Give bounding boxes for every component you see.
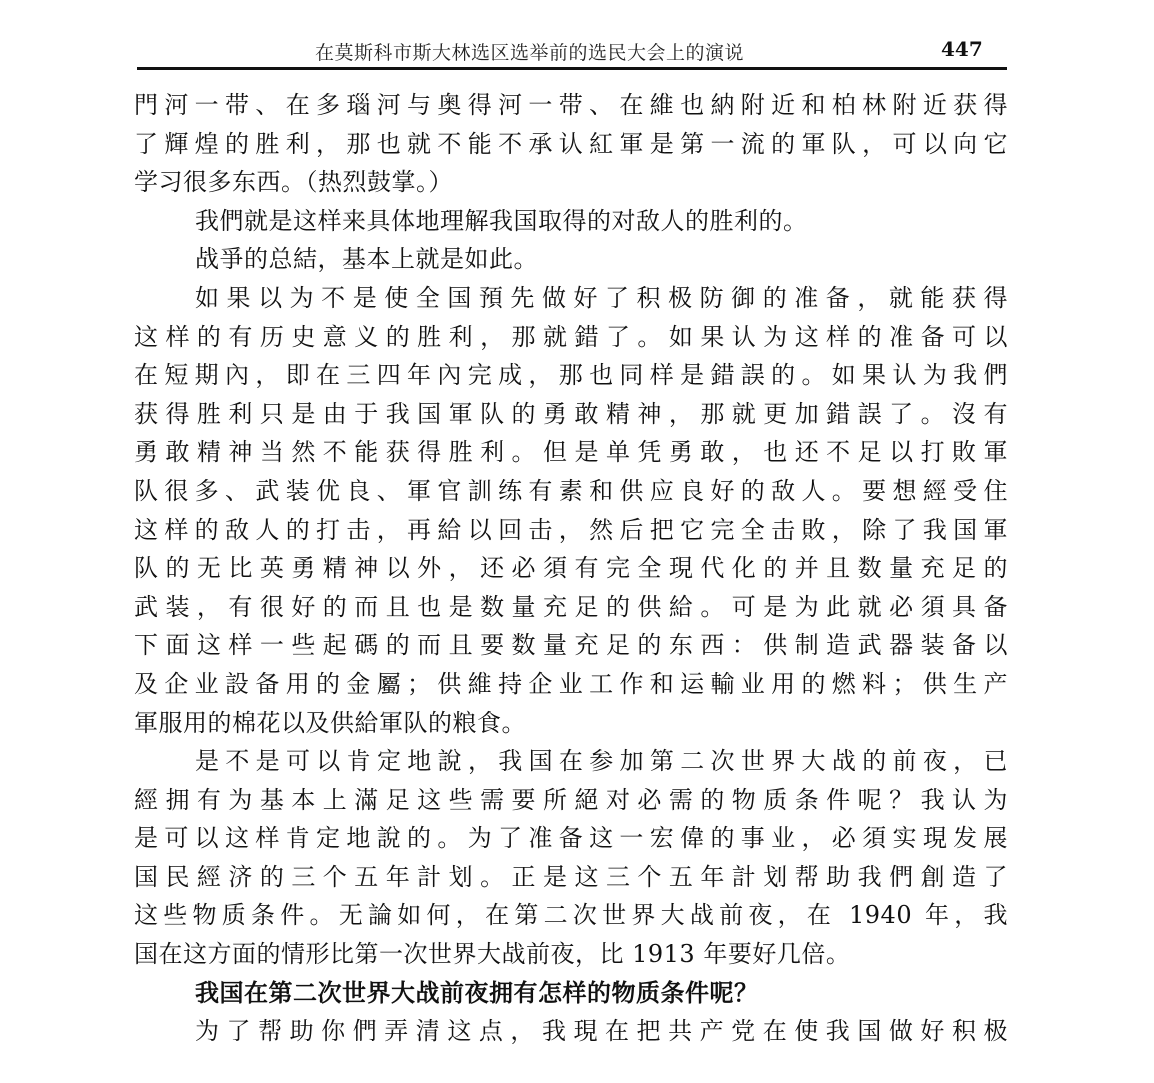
header-rule — [137, 67, 1007, 70]
text-line: 在短期內，即在三四年內完成，那也同样是錯誤的。如果认为我們 — [134, 361, 1008, 390]
text-line: 这些物质条件。无論如何，在第二次世界大战前夜，在 1940 年，我 — [134, 901, 1008, 930]
text-line: 队的无比英勇精神以外，还必須有完全現代化的并且数量充足的 — [134, 554, 1008, 583]
text-line: 軍服用的棉花以及供給軍队的粮食。 — [134, 708, 526, 737]
paragraph-line: 如果以为不是使全国預先做好了积极防御的准备，就能获得 — [195, 283, 1008, 312]
running-header — [137, 34, 1007, 68]
text-line: 下面这样一些起碼的而且要数量充足的东西：供制造武器装备以 — [134, 631, 1008, 660]
text-line: 了輝煌的胜利，那也就不能不承认紅軍是第一流的軍队，可以向它 — [134, 129, 1008, 158]
paragraph-line: 是不是可以肯定地說，我国在参加第二次世界大战的前夜，已 — [195, 747, 1008, 776]
text-line: 武装，有很好的而且也是数量充足的供給。可是为此就必須具备 — [134, 592, 1008, 621]
text-line: 是可以这样肯定地說的。为了准备这一宏偉的事业，必須实現发展 — [134, 824, 1008, 853]
text-line: 这样的敌人的打击，再給以回击，然后把它完全击敗，除了我国軍 — [134, 515, 1008, 544]
paragraph-line: 我們就是这样来具体地理解我国取得的对敌人的胜利的。 — [195, 206, 808, 235]
page-number: 447 — [941, 37, 983, 61]
paragraph-line: 战爭的总結，基本上就是如此。 — [195, 245, 538, 274]
text-line: 这样的有历史意义的胜利，那就錯了。如果认为这样的准备可以 — [134, 322, 1008, 351]
text-line: 經拥有为基本上滿足这些需要所絕对必需的物质条件呢？我认为 — [134, 785, 1008, 814]
running-title: 在莫斯科市斯大林选区选举前的选民大会上的演说 — [315, 42, 745, 64]
text-line: 国在这方面的情形比第一次世界大战前夜，比 1913 年要好几倍。 — [134, 940, 851, 969]
paragraph-line: 为了帮助你們弄清这点，我現在把共产党在使我国做好积极 — [195, 1017, 1008, 1046]
text-line: 勇敢精神当然不能获得胜利。但是单凭勇敢，也还不足以打敗軍 — [134, 438, 1008, 467]
text-line: 門河一带、在多瑙河与奥得河一带、在維也納附近和柏林附近获得 — [134, 91, 1008, 119]
text-line: 获得胜利只是由于我国軍队的勇敢精神，那就更加錯誤了。沒有 — [134, 399, 1008, 428]
section-heading: 我国在第二次世界大战前夜拥有怎样的物质条件呢？ — [195, 977, 759, 1007]
body-text — [134, 86, 1008, 1051]
text-line: 队很多、武装优良、軍官訓练有素和供应良好的敌人。要想經受住 — [134, 476, 1008, 505]
text-line: 学习很多东西。（热烈鼓掌。） — [134, 168, 453, 197]
text-line: 国民經济的三个五年計划。正是这三个五年計划帮助我們創造了 — [134, 862, 1008, 891]
text-line: 及企业設备用的金屬；供維持企业工作和运輸业用的燃料；供生产 — [134, 669, 1008, 698]
